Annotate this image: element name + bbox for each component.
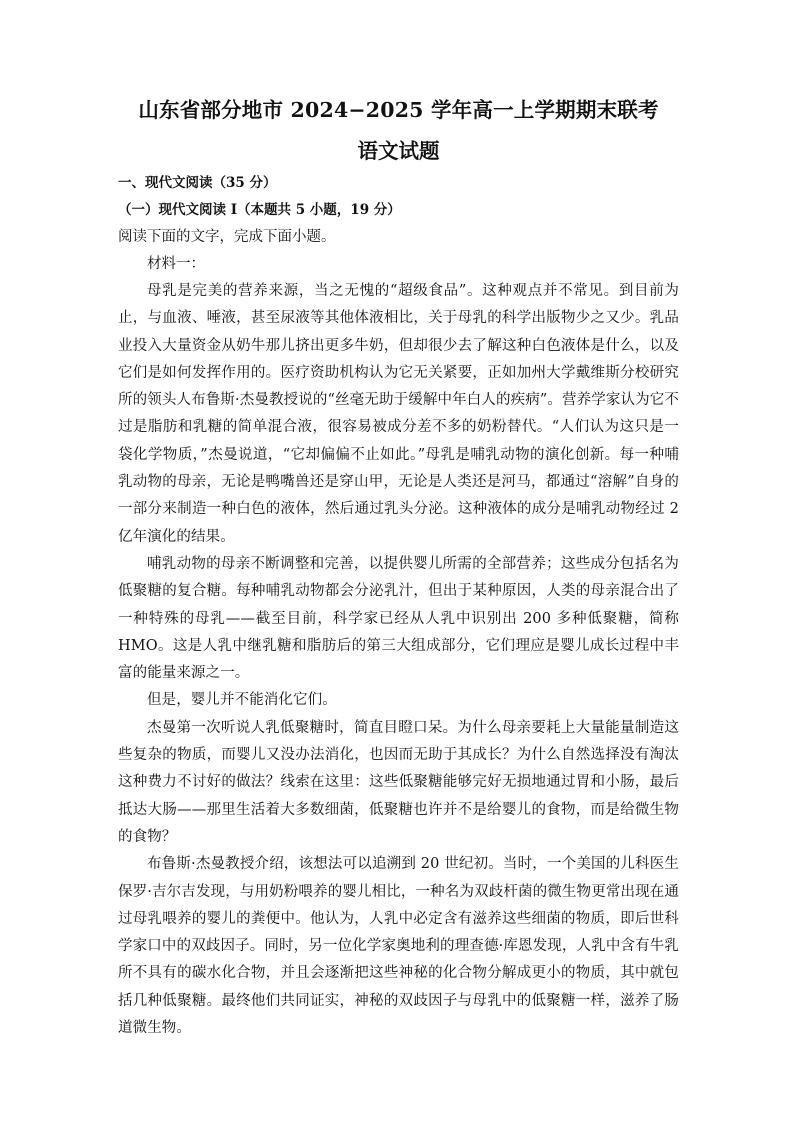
body-paragraph: 但是，婴儿并不能消化它们。	[147, 692, 337, 709]
subsection-heading: （一）现代文阅读 I（本题共 5 小题，19 分）	[118, 202, 401, 218]
material-label: 材料一：	[147, 256, 205, 272]
body-paragraph: 哺乳动物的母亲不断调整和完善，以提供婴儿所需的全部营养；这些成分包括名为低聚糖的复合糖。每种哺乳动物都会分泌乳汁，但出于某种原因，人类的母亲混合出了一种特殊的母乳——截至目前，科学家已经从人乳中识别出 200 多种低聚糖，简称 HMO。这是人乳中继乳糖和脂肪后的第三大组成部分，它们理应是婴儿成长过程中丰富的能量来源之一。	[118, 555, 679, 682]
exam-subtitle: 语文试题	[357, 139, 440, 163]
body-paragraph: 母乳是完美的营养来源，当之无愧的“超级食品”。这种观点并不常见。到目前为止，与血液、唾液，甚至尿液等其他体液相比，关于母乳的科学出版物少之又少。乳品业投入大量资金从奶牛那儿挤出更多牛奶，但却很少去了解这种白色液体是什么，以及它们是如何发挥作用的。医疗资助机构认为它无关紧要，正如加州大学戴维斯分校研究所的领头人布鲁斯·杰曼教授说的“丝毫无助于缓解中年白人的疾病”。营养学家认为它不过是脂肪和乳糖的简单混合液，很容易被成分差不多的奶粉替代。“人们认为这只是一袋化学物质，”杰曼说道，“它却偏偏不止如此。”母乳是哺乳动物的演化创新。每一种哺乳动物的母亲，无论是鸭嘴兽还是穿山甲，无论是人类还是河马，都通过“溶解”自身的一部分来制造一种白色的液体，然后通过乳头分泌。这种液体的成分是哺乳动物经过 2 亿年演化的结果。	[118, 283, 679, 545]
section-heading: 一、现代文阅读（35 分）	[118, 175, 277, 191]
body-paragraph: 布鲁斯·杰曼教授介绍，该想法可以追溯到 20 世纪初。当时，一个美国的儿科医生保罗·吉尔吉发现，与用奶粉喂养的婴儿相比，一种名为双歧杆菌的微生物更常出现在通过母乳喂养的婴儿的粪便中。他认为，人乳中必定含有滋养这些细菌的物质，即后世科学家口中的双歧因子。同时，另一位化学家奥地利的理查德·库恩发现，人乳中含有牛乳所不具有的碳水化合物，并且会逐渐把这些神秘的化合物分解成更小的物质，其中就包括几种低聚糖。最终他们共同证实，神秘的双歧因子与母乳中的低聚糖一样，滋养了肠道微生物。	[118, 856, 679, 1037]
exam-title: 山东省部分地市 2024−2025 学年高一上学期期末联考	[138, 98, 659, 122]
body-paragraph: 杰曼第一次听说人乳低聚糖时，简直目瞪口呆。为什么母亲要耗上大量能量制造这些复杂的物质，而婴儿又没办法消化，也因而无助于其成长？为什么自然选择没有淘汰这种费力不讨好的做法？线索在这里：这些低聚糖能够完好无损地通过胃和小肠，最后抵达大肠——那里生活着大多数细菌，低聚糖也许并不是给婴儿的食物，而是给微生物的食物？	[118, 719, 679, 845]
reading-instruction: 阅读下面的文字，完成下面小题。	[118, 229, 336, 245]
